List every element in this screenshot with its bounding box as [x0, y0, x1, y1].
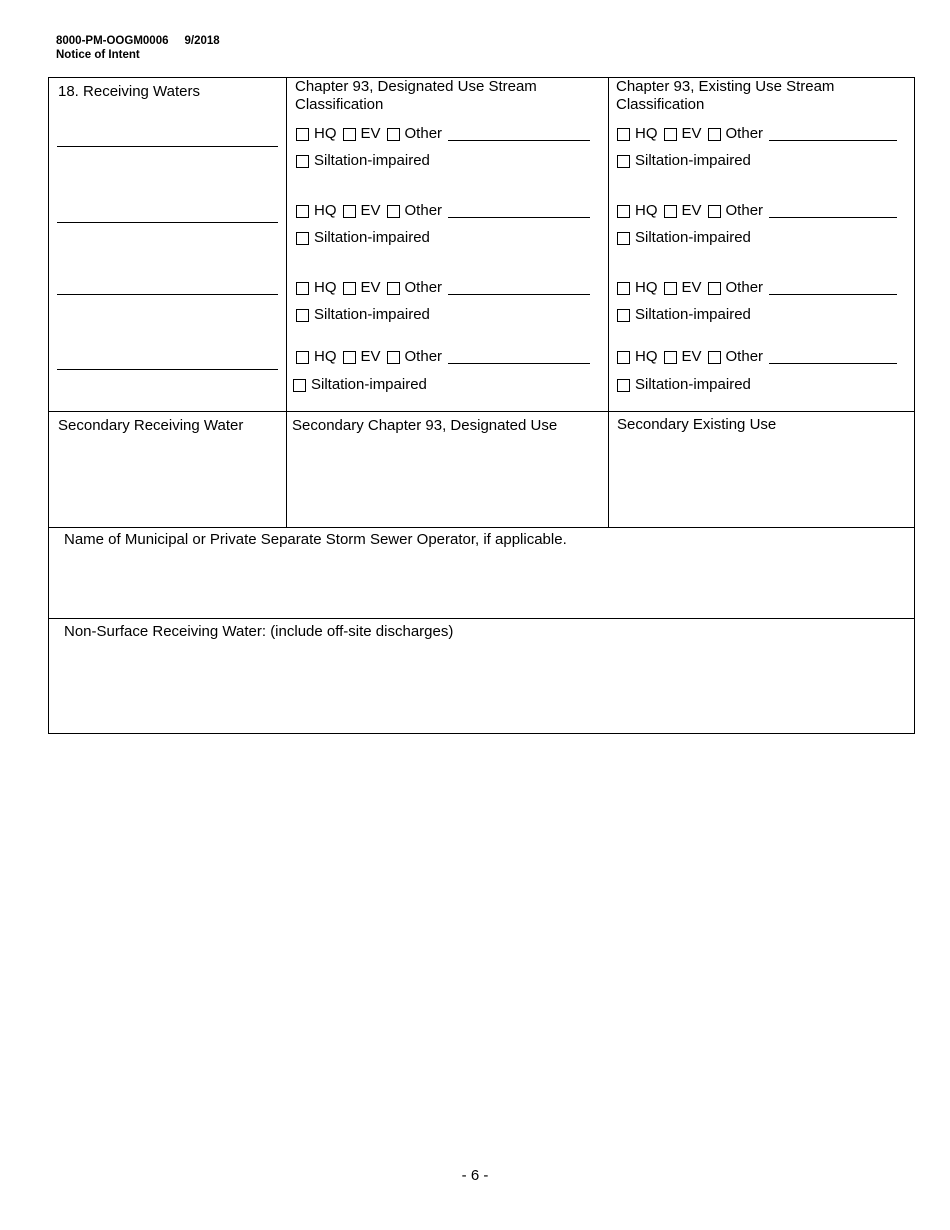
designated-siltation-row: Siltation-impaired — [296, 152, 430, 170]
receiving-waters-table — [48, 77, 915, 734]
siltation-checkbox[interactable] — [296, 155, 309, 168]
hq-checkbox[interactable] — [617, 351, 630, 364]
column-divider — [286, 78, 287, 527]
designated-classification-row: HQ EV Other — [296, 279, 590, 297]
siltation-checkbox[interactable] — [296, 309, 309, 322]
secondary-designated-use-label: Secondary Chapter 93, Designated Use — [292, 417, 558, 434]
ev-checkbox[interactable] — [664, 282, 677, 295]
other-checkbox[interactable] — [387, 205, 400, 218]
other-text-field[interactable] — [769, 363, 897, 364]
other-text-field[interactable] — [769, 140, 897, 141]
other-checkbox[interactable] — [708, 205, 721, 218]
siltation-checkbox[interactable] — [293, 379, 306, 392]
receiving-water-field-4[interactable] — [57, 369, 278, 370]
existing-classification-row: HQ EV Other — [617, 125, 897, 143]
hq-checkbox[interactable] — [617, 128, 630, 141]
existing-siltation-row: Siltation-impaired — [617, 306, 751, 324]
other-checkbox[interactable] — [387, 128, 400, 141]
other-text-field[interactable] — [769, 294, 897, 295]
column-divider — [608, 78, 609, 527]
other-text-field[interactable] — [448, 363, 590, 364]
siltation-checkbox[interactable] — [617, 232, 630, 245]
other-text-field[interactable] — [448, 217, 590, 218]
other-checkbox[interactable] — [708, 128, 721, 141]
designated-siltation-row: Siltation-impaired — [293, 376, 427, 394]
siltation-checkbox[interactable] — [296, 232, 309, 245]
receiving-water-field-2[interactable] — [57, 222, 278, 223]
existing-classification-row: HQ EV Other — [617, 279, 897, 297]
designated-use-header: Chapter 93, Designated Use Stream Classification — [295, 78, 537, 113]
other-checkbox[interactable] — [387, 351, 400, 364]
designated-siltation-row: Siltation-impaired — [296, 306, 430, 324]
other-text-field[interactable] — [448, 140, 590, 141]
hq-checkbox[interactable] — [296, 205, 309, 218]
hq-checkbox[interactable] — [617, 282, 630, 295]
siltation-checkbox[interactable] — [617, 155, 630, 168]
storm-sewer-operator-label: Name of Municipal or Private Separate Storm Sewer Operator, if applicable. — [64, 531, 567, 548]
siltation-checkbox[interactable] — [617, 309, 630, 322]
form-date: 9/2018 — [184, 35, 220, 47]
existing-siltation-row: Siltation-impaired — [617, 229, 751, 247]
hq-checkbox[interactable] — [296, 351, 309, 364]
designated-classification-row: HQ EV Other — [296, 202, 590, 220]
row-divider — [49, 618, 914, 619]
page-number: - 6 - — [461, 1167, 489, 1184]
other-text-field[interactable] — [448, 294, 590, 295]
non-surface-receiving-water-label: Non-Surface Receiving Water: (include off-site discharges) — [64, 623, 454, 640]
row-divider — [49, 527, 914, 528]
secondary-existing-use-label: Secondary Existing Use — [617, 416, 777, 433]
ev-checkbox[interactable] — [343, 351, 356, 364]
siltation-checkbox[interactable] — [617, 379, 630, 392]
hq-checkbox[interactable] — [617, 205, 630, 218]
ev-checkbox[interactable] — [343, 205, 356, 218]
existing-classification-row: HQ EV Other — [617, 348, 897, 366]
existing-classification-row: HQ EV Other — [617, 202, 897, 220]
hq-checkbox[interactable] — [296, 128, 309, 141]
designated-classification-row: HQ EV Other — [296, 125, 590, 143]
receiving-water-field-1[interactable] — [57, 146, 278, 147]
other-checkbox[interactable] — [387, 282, 400, 295]
row-divider — [49, 411, 914, 412]
other-checkbox[interactable] — [708, 282, 721, 295]
receiving-waters-label: 18. Receiving Waters — [58, 83, 201, 100]
hq-checkbox[interactable] — [296, 282, 309, 295]
form-title: Notice of Intent — [56, 49, 140, 61]
designated-classification-row: HQ EV Other — [296, 348, 590, 366]
ev-checkbox[interactable] — [343, 282, 356, 295]
receiving-water-field-3[interactable] — [57, 294, 278, 295]
ev-checkbox[interactable] — [664, 128, 677, 141]
designated-siltation-row: Siltation-impaired — [296, 229, 430, 247]
other-text-field[interactable] — [769, 217, 897, 218]
existing-use-header: Chapter 93, Existing Use Stream Classification — [616, 78, 835, 113]
secondary-receiving-water-label: Secondary Receiving Water — [58, 417, 244, 434]
other-checkbox[interactable] — [708, 351, 721, 364]
ev-checkbox[interactable] — [664, 351, 677, 364]
ev-checkbox[interactable] — [343, 128, 356, 141]
ev-checkbox[interactable] — [664, 205, 677, 218]
existing-siltation-row: Siltation-impaired — [617, 152, 751, 170]
existing-siltation-row: Siltation-impaired — [617, 376, 751, 394]
form-header — [56, 34, 220, 62]
form-number: 8000-PM-OOGM0006 — [56, 35, 169, 47]
